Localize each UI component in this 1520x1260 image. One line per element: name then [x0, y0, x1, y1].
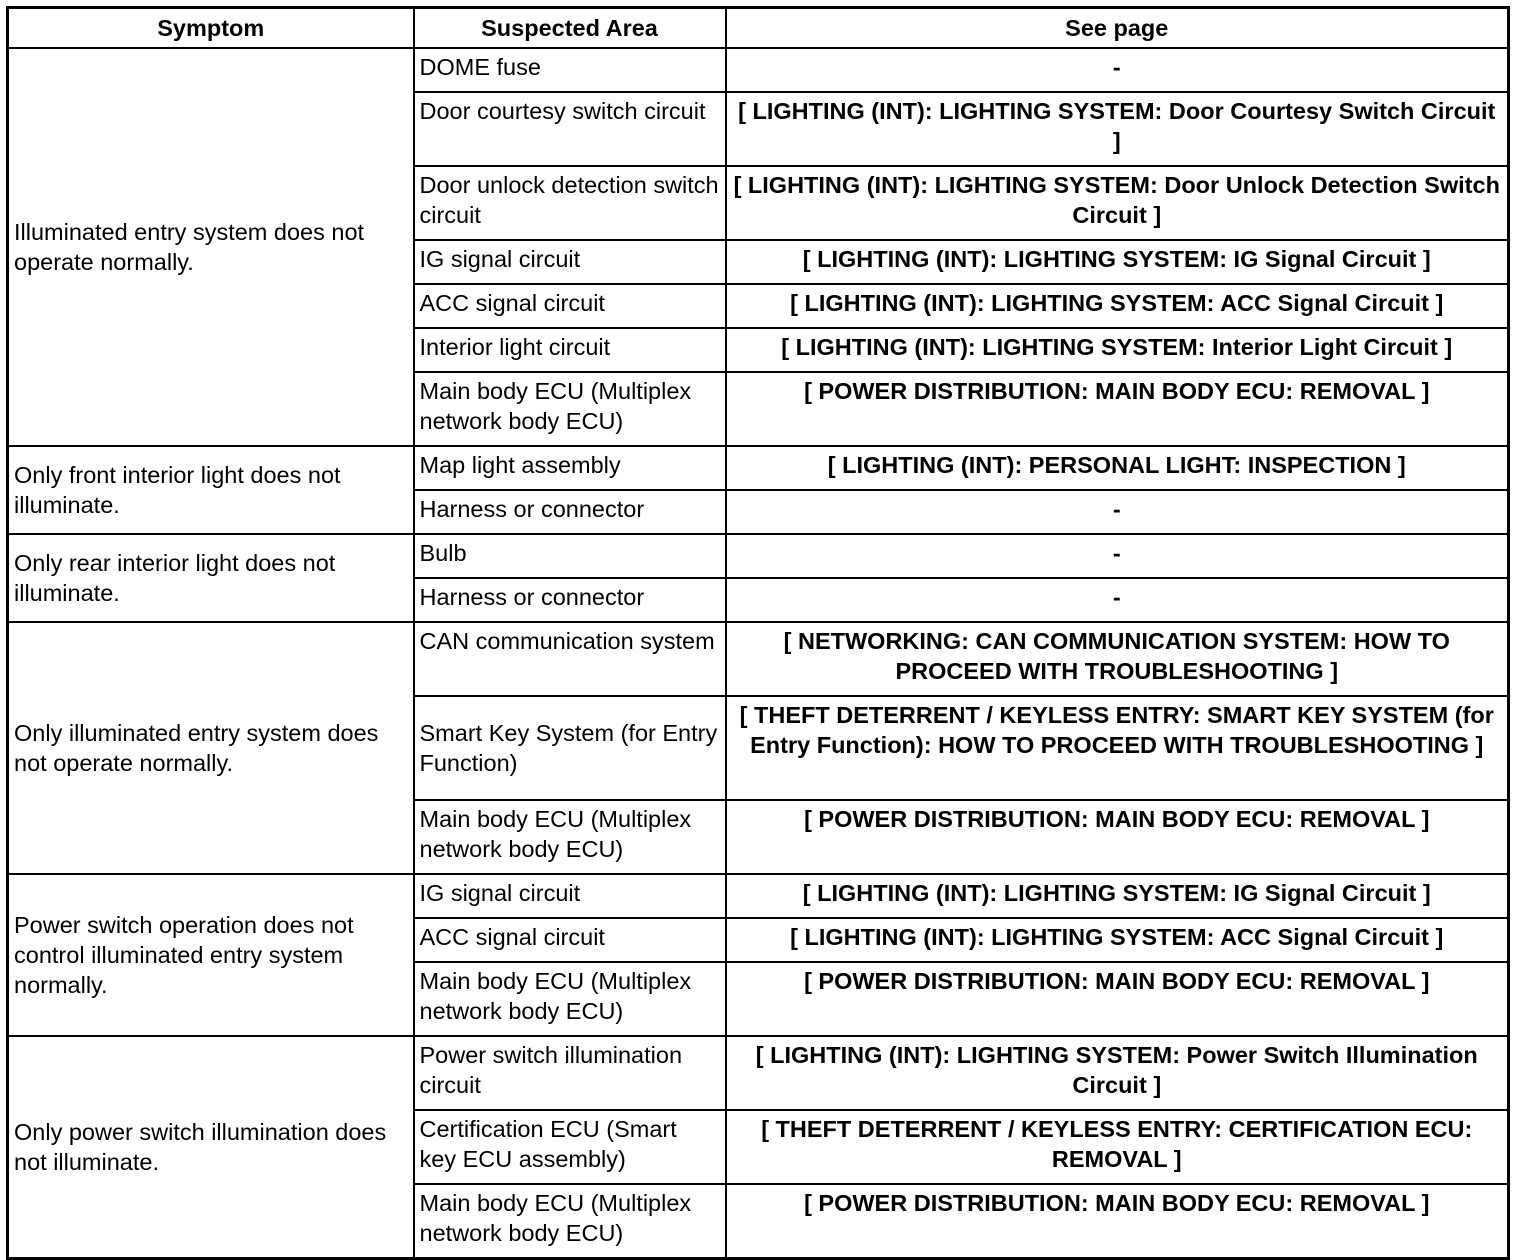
area-cell: Door courtesy switch circuit [414, 92, 726, 166]
page-ref-cell: - [726, 578, 1509, 622]
header-row [8, 8, 1509, 49]
table-row [8, 874, 1509, 918]
page-ref-cell: - [726, 490, 1509, 534]
table-row [8, 622, 1509, 696]
area-cell: ACC signal circuit [414, 918, 726, 962]
page-ref-cell: [ THEFT DETERRENT / KEYLESS ENTRY: CERTIFICATION ECU: REMOVAL ] [726, 1110, 1509, 1184]
page-ref-cell: [ LIGHTING (INT): LIGHTING SYSTEM: ACC Signal Circuit ] [726, 918, 1509, 962]
page-ref-cell: [ LIGHTING (INT): LIGHTING SYSTEM: ACC Signal Circuit ] [726, 284, 1509, 328]
area-cell: Main body ECU (Multiplex network body ECU) [414, 1184, 726, 1259]
area-cell: Smart Key System (for Entry Function) [414, 696, 726, 800]
area-cell: IG signal circuit [414, 240, 726, 284]
symptom-cell: Only power switch illumination does not illuminate. [8, 1036, 414, 1259]
page-ref-cell: [ LIGHTING (INT): LIGHTING SYSTEM: IG Signal Circuit ] [726, 874, 1509, 918]
area-cell: Door unlock detection switch circuit [414, 166, 726, 240]
area-cell: Map light assembly [414, 446, 726, 490]
symptom-cell: Power switch operation does not control illuminated entry system normally. [8, 874, 414, 1036]
page-ref-cell: [ LIGHTING (INT): LIGHTING SYSTEM: Power Switch Illumination Circuit ] [726, 1036, 1509, 1110]
area-cell: Power switch illumination circuit [414, 1036, 726, 1110]
page-ref-cell: [ POWER DISTRIBUTION: MAIN BODY ECU: REMOVAL ] [726, 1184, 1509, 1259]
area-cell: Interior light circuit [414, 328, 726, 372]
table-row [8, 48, 1509, 92]
area-cell: IG signal circuit [414, 874, 726, 918]
symptom-cell: Only front interior light does not illuminate. [8, 446, 414, 534]
page-ref-cell: [ LIGHTING (INT): PERSONAL LIGHT: INSPECTION ] [726, 446, 1509, 490]
table-row [8, 534, 1509, 578]
page-ref-cell: [ LIGHTING (INT): LIGHTING SYSTEM: Door Courtesy Switch Circuit ] [726, 92, 1509, 166]
page-ref-cell: [ LIGHTING (INT): LIGHTING SYSTEM: Interior Light Circuit ] [726, 328, 1509, 372]
header-symptom: Symptom [8, 8, 414, 49]
page-ref-cell: [ LIGHTING (INT): LIGHTING SYSTEM: IG Signal Circuit ] [726, 240, 1509, 284]
header-see-page: See page [726, 8, 1509, 49]
page-ref-cell: [ POWER DISTRIBUTION: MAIN BODY ECU: REMOVAL ] [726, 800, 1509, 874]
symptom-cell: Illuminated entry system does not operate normally. [8, 48, 414, 446]
area-cell: Certification ECU (Smart key ECU assembly) [414, 1110, 726, 1184]
page-ref-cell: [ NETWORKING: CAN COMMUNICATION SYSTEM: HOW TO PROCEED WITH TROUBLESHOOTING ] [726, 622, 1509, 696]
page-ref-cell: [ LIGHTING (INT): LIGHTING SYSTEM: Door Unlock Detection Switch Circuit ] [726, 166, 1509, 240]
area-cell: Main body ECU (Multiplex network body ECU) [414, 800, 726, 874]
troubleshooting-table [6, 6, 1510, 1260]
area-cell: DOME fuse [414, 48, 726, 92]
area-cell: ACC signal circuit [414, 284, 726, 328]
symptom-cell: Only rear interior light does not illuminate. [8, 534, 414, 622]
page-ref-cell: [ POWER DISTRIBUTION: MAIN BODY ECU: REMOVAL ] [726, 372, 1509, 446]
table-row [8, 1036, 1509, 1110]
symptom-cell: Only illuminated entry system does not operate normally. [8, 622, 414, 874]
page-ref-cell: [ POWER DISTRIBUTION: MAIN BODY ECU: REMOVAL ] [726, 962, 1509, 1036]
area-cell: Harness or connector [414, 490, 726, 534]
page-ref-cell: - [726, 534, 1509, 578]
page-ref-cell: [ THEFT DETERRENT / KEYLESS ENTRY: SMART KEY SYSTEM (for Entry Function): HOW TO PROCEED WITH TROUBLESHOOTING ] [726, 696, 1509, 800]
header-suspected-area: Suspected Area [414, 8, 726, 49]
area-cell: Bulb [414, 534, 726, 578]
table-row [8, 446, 1509, 490]
page-ref-cell: - [726, 48, 1509, 92]
area-cell: Main body ECU (Multiplex network body ECU) [414, 372, 726, 446]
area-cell: Main body ECU (Multiplex network body ECU) [414, 962, 726, 1036]
area-cell: Harness or connector [414, 578, 726, 622]
area-cell: CAN communication system [414, 622, 726, 696]
